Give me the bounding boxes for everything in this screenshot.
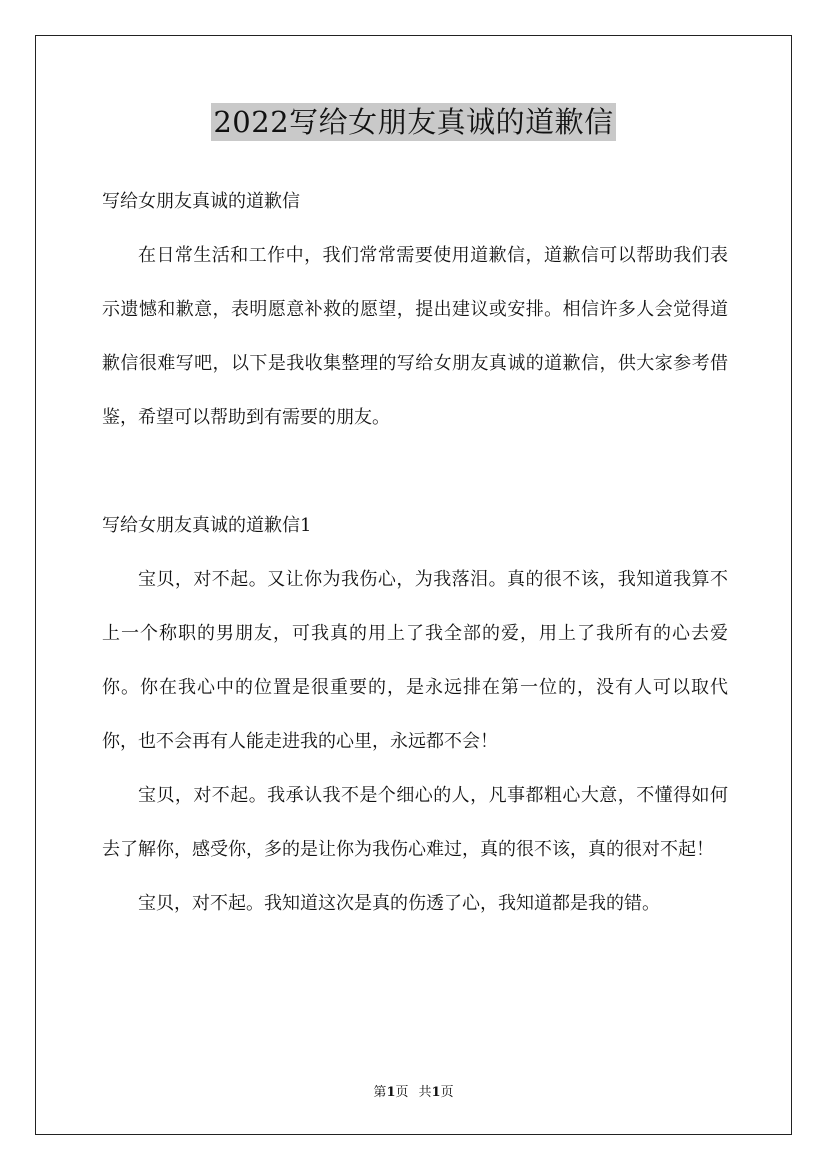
- total-prefix: 共: [418, 1085, 432, 1100]
- total-suffix: 页: [440, 1085, 454, 1100]
- section-heading: 写给女朋友真诚的道歉信1: [102, 515, 312, 536]
- page-suffix: 页: [395, 1085, 409, 1100]
- page-number: 1: [386, 1085, 396, 1100]
- section-paragraph-3: 宝贝，对不起。我知道这次是真的伤透了心，我知道都是我的错。: [138, 893, 660, 914]
- section-paragraph-1: 宝贝，对不起。又让你为我伤心，为我落泪。真的很不该，我知道我算不上一个称职的男朋友，可我真的用上了我全部的爱，用上了我所有的心去爱你。你在我心中的位置是很重要的，是永远排在第一位的，没有人可以取代你，也不会再有人能走进我的心里，永远都不会！: [102, 569, 728, 752]
- document-title: 2022写给女朋友真诚的道歉信: [213, 105, 614, 139]
- section-paragraph-2: 宝贝，对不起。我承认我不是个细心的人，凡事都粗心大意，不懂得如何去了解你，感受你，多的是让你为我伤心难过，真的很不该，真的很对不起！: [102, 785, 728, 860]
- page-footer: [0, 1084, 827, 1102]
- page-prefix: 第: [373, 1085, 387, 1100]
- intro-paragraph: 在日常生活和工作中，我们常常需要使用道歉信，道歉信可以帮助我们表示遗憾和歉意，表明愿意补救的愿望，提出建议或安排。相信许多人会觉得道歉信很难写吧，以下是我收集整理的写给女朋友真诚的道歉信，供大家参考借鉴，希望可以帮助到有需要的朋友。: [102, 245, 728, 428]
- intro-heading: 写给女朋友真诚的道歉信: [102, 191, 300, 212]
- total-pages: 1: [431, 1085, 441, 1100]
- document-body: [102, 175, 728, 931]
- title-container: [0, 103, 827, 141]
- section-spacer: [102, 445, 728, 499]
